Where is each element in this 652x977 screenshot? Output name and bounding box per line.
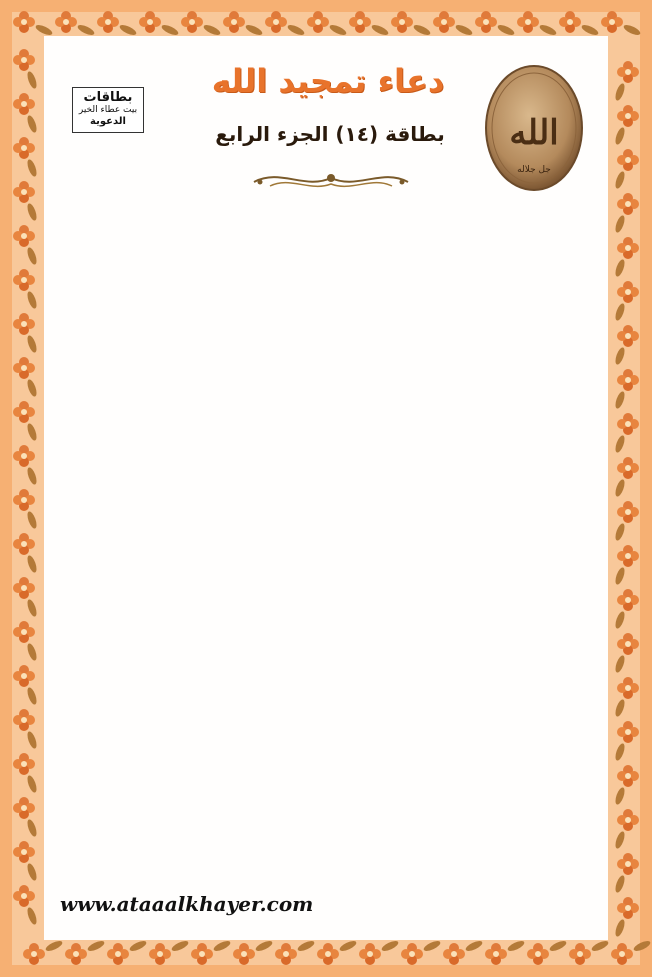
card-title: دعاء تمجيد الله bbox=[211, 62, 445, 100]
logo-line-1: بطاقات bbox=[83, 90, 133, 105]
ornament-divider-icon bbox=[250, 166, 412, 192]
website-url: www.ataaalkhayer.com bbox=[60, 892, 314, 916]
logo-line-2: بيت عطاء الخير bbox=[78, 105, 138, 115]
publisher-logo bbox=[72, 87, 144, 133]
logo-line-3: الدعوية bbox=[90, 116, 126, 127]
medal-caption: جل جلاله bbox=[517, 165, 551, 175]
allah-medallion bbox=[484, 64, 584, 192]
medal-name: الله bbox=[509, 113, 559, 153]
card-subtitle: بطاقة (١٤) الجزء الرابع bbox=[215, 122, 445, 146]
